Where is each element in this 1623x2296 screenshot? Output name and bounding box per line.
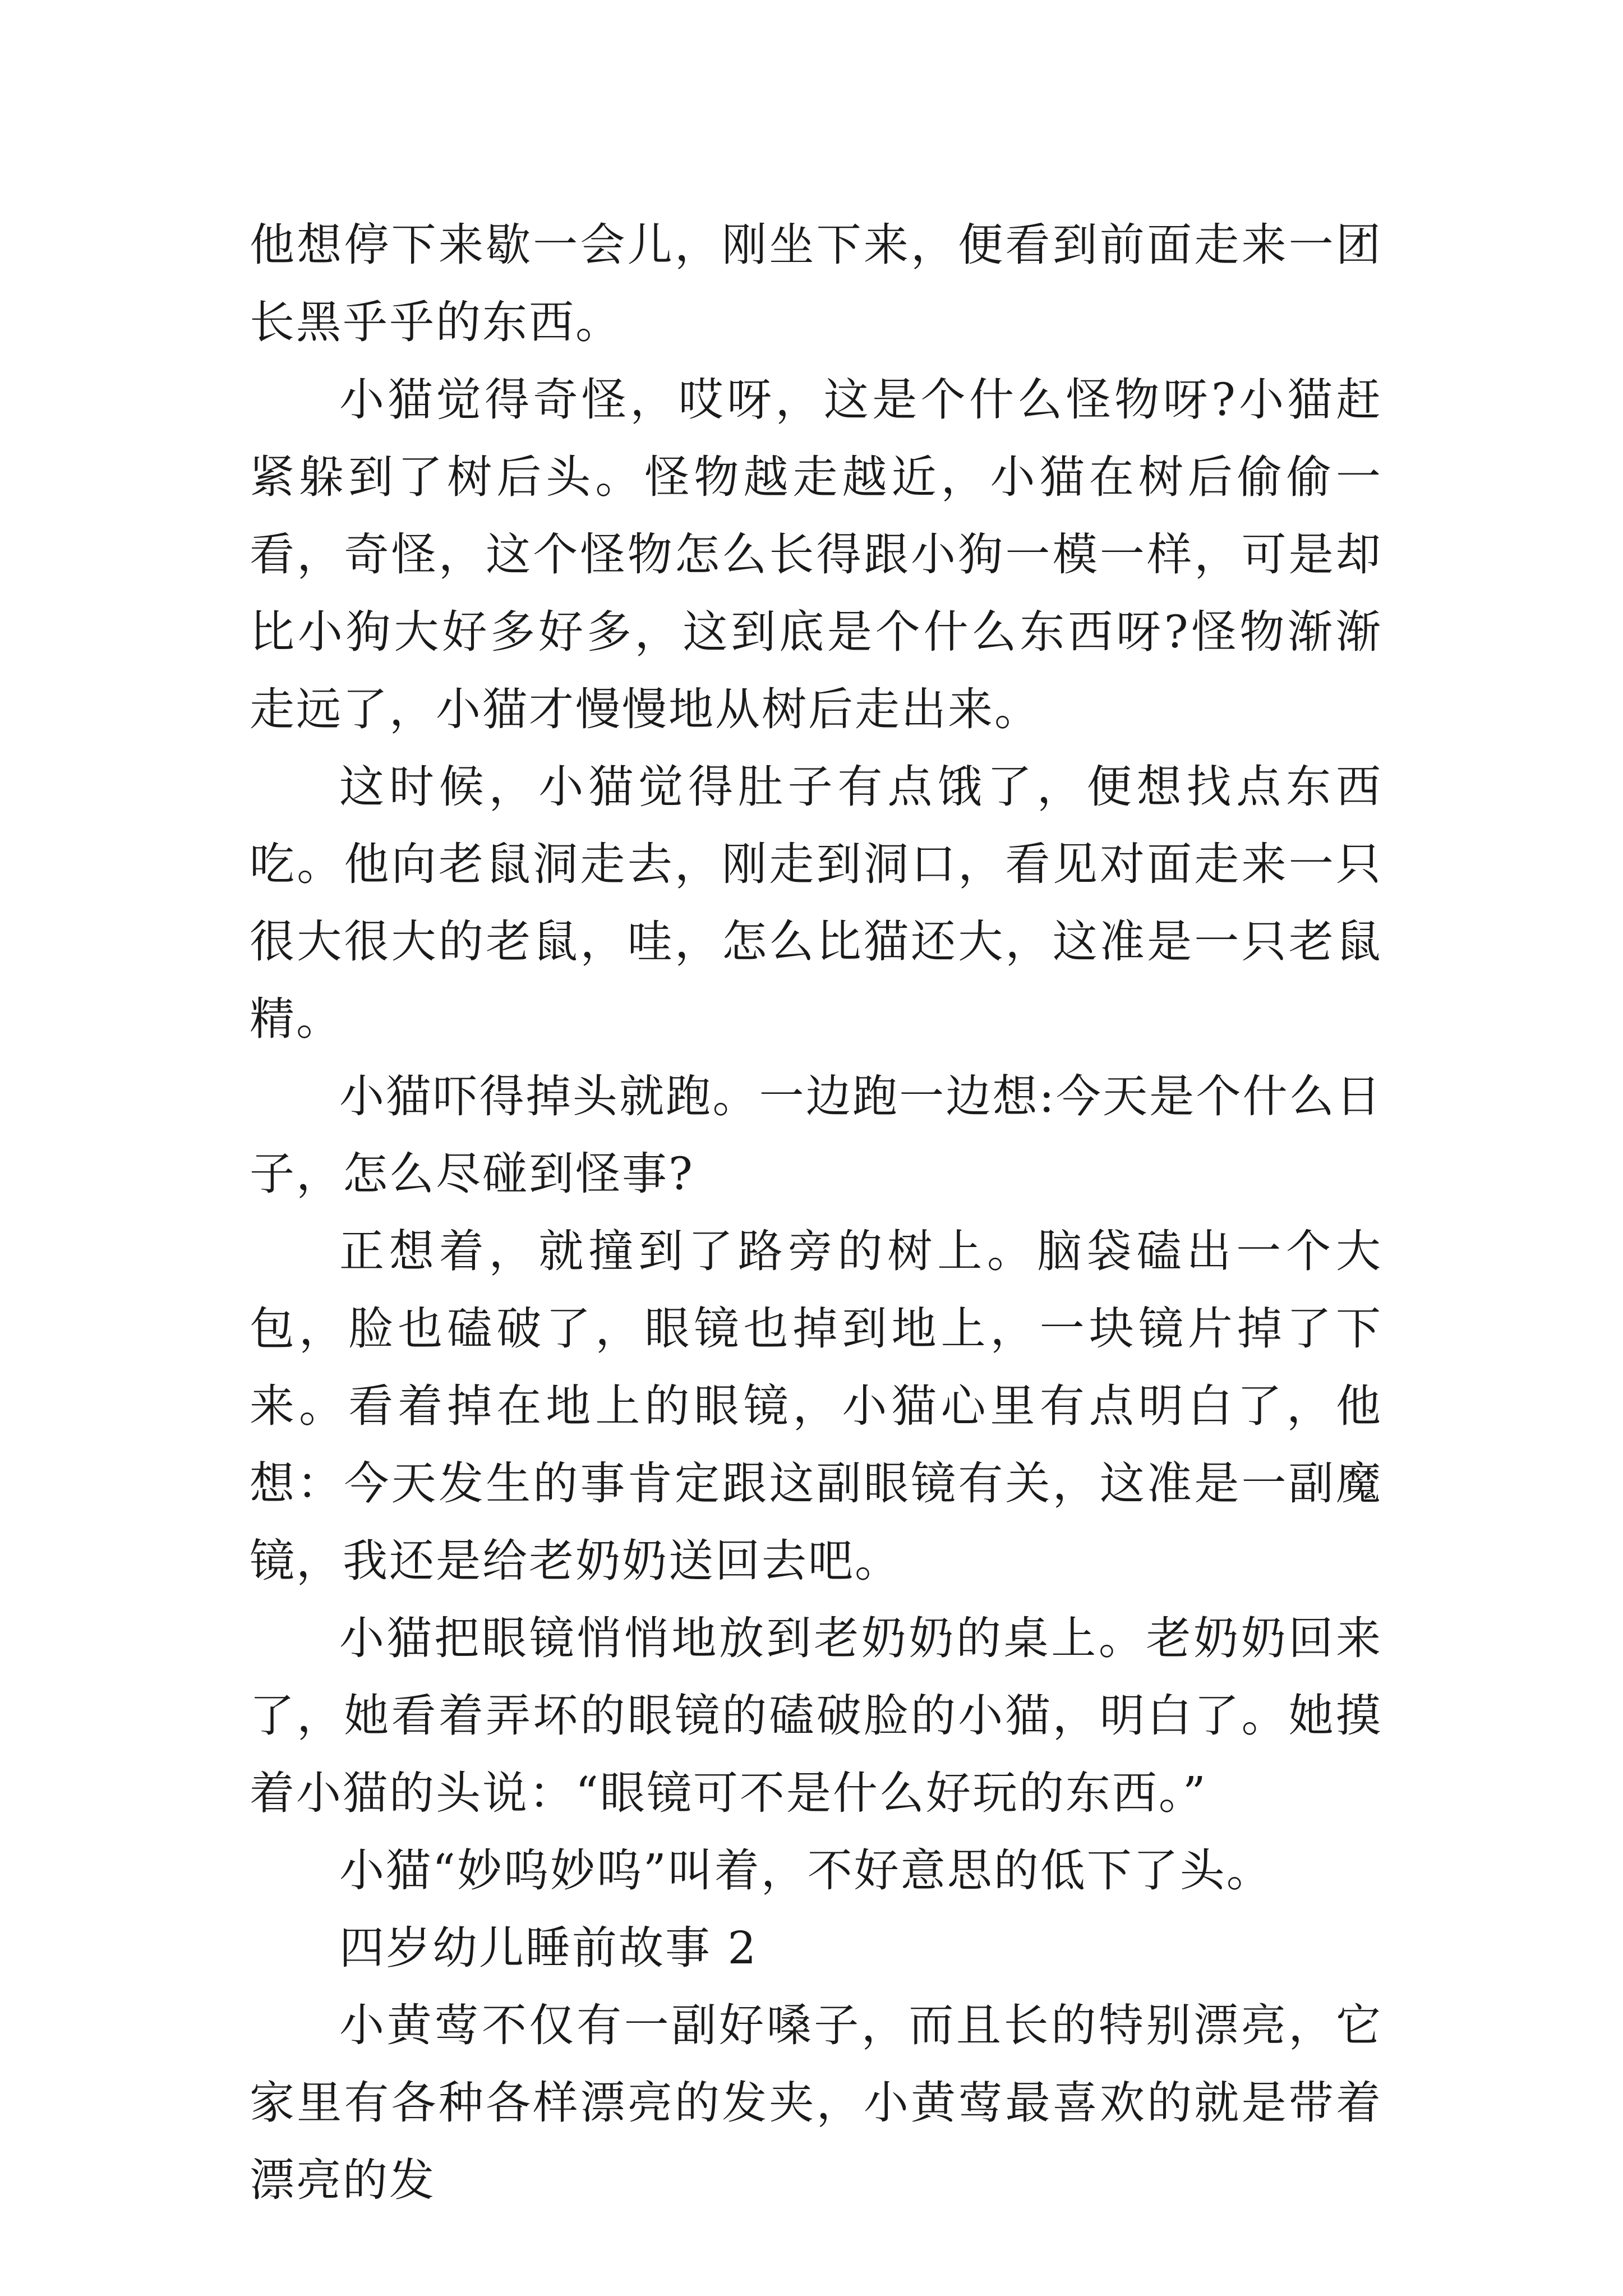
paragraph-3: 这时候，小猫觉得肚子有点饿了，便想找点东西吃。他向老鼠洞走去，刚走到洞口，看见对面走来一只很大很大的老鼠，哇，怎么比猫还大，这准是一只老鼠精。 (250, 761, 1382, 1045)
paragraph-2: 小猫觉得奇怪，哎呀，这是个什么怪物呀?小猫赶紧躲到了树后头。怪物越走越近，小猫在树后偷偷一看，奇怪，这个怪物怎么长得跟小狗一模一样，可是却比小狗大好多好多，这到底是个什么东西呀?怪物渐渐走远了，小猫才慢慢地从树后走出来。 (250, 374, 1382, 735)
paragraph-5: 正想着，就撞到了路旁的树上。脑袋磕出一个大包，脸也磕破了，眼镜也掉到地上，一块镜片掉了下来。看着掉在地上的眼镜，小猫心里有点明白了，他想：今天发生的事肯定跟这副眼镜有关，这准是一副魔镜，我还是给老奶奶送回去吧。 (250, 1225, 1382, 1587)
story-heading: 四岁幼儿睡前故事 2 (339, 1922, 758, 1974)
paragraph-1: 他想停下来歇一会儿，刚坐下来，便看到前面走来一团长黑乎乎的东西。 (250, 219, 1382, 348)
paragraph-7: 小猫“妙呜妙呜”叫着，不好意思的低下了头。 (339, 1844, 1273, 1897)
document-body (250, 206, 1382, 2219)
paragraph-4: 小猫吓得掉头就跑。一边跑一边想:今天是个什么日子，怎么尽碰到怪事? (250, 1070, 1382, 1200)
paragraph-6: 小猫把眼镜悄悄地放到老奶奶的桌上。老奶奶回来了，她看着弄坏的眼镜的磕破脸的小猫，明白了。她摸着小猫的头说：“眼镜可不是什么好玩的东西。” (250, 1612, 1382, 1819)
paragraph-9: 小黄莺不仅有一副好嗓子，而且长的特别漂亮，它家里有各种各样漂亮的发夹，小黄莺最喜欢的就是带着漂亮的发 (250, 1999, 1382, 2206)
